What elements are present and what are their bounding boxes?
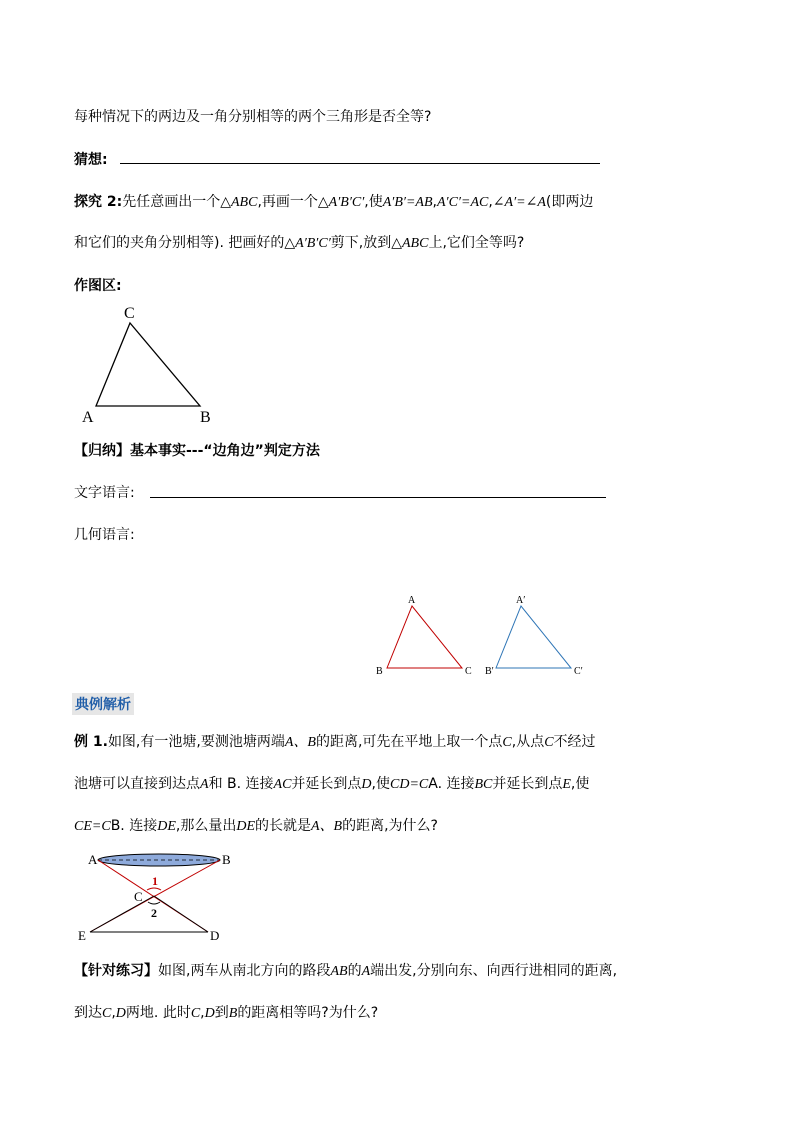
guess-label: 猜想: bbox=[74, 152, 108, 168]
summary-title: 【归纳】基本事实---“边角边”判定方法 bbox=[74, 443, 320, 459]
drawing-area-label: 作图区: bbox=[74, 278, 122, 294]
angle-2-label: 2 bbox=[151, 906, 157, 920]
blue-vertex-a: A′ bbox=[516, 595, 526, 606]
text-language-blank[interactable] bbox=[150, 497, 606, 498]
example1-line1: 例 1.如图,有一池塘,要测池塘两端A、B的距离,可先在平地上取一个点C,从点C不经过 bbox=[74, 734, 596, 750]
red-vertex-c: C bbox=[465, 666, 472, 677]
pond-vertex-d: D bbox=[210, 928, 220, 943]
practice-label: 【针对练习】 bbox=[74, 963, 158, 979]
line-c-to-d bbox=[154, 896, 208, 932]
text-language-label: 文字语言: bbox=[74, 485, 135, 501]
vertex-b-label: B bbox=[200, 409, 211, 426]
blue-vertex-c: C′ bbox=[574, 666, 583, 677]
vertex-c-label: C bbox=[124, 305, 135, 322]
pond-ellipse bbox=[98, 854, 220, 866]
explore2-line2: 和它们的夹角分别相等). 把画好的△A′B′C′剪下,放到△ABC上,它们全等吗? bbox=[74, 235, 525, 251]
example1-line2: 池塘可以直接到达点A和 B. 连接AC并延长到点D,使CD=CA. 连接BC并延长到点E,使 bbox=[74, 776, 590, 792]
angle-2-arc bbox=[148, 902, 160, 904]
example1-line3: CE=CB. 连接DE,那么量出DE的长就是A、B的距离,为什么? bbox=[74, 818, 438, 834]
congruent-triangles-figure bbox=[370, 590, 600, 680]
vertex-a-label: A bbox=[82, 409, 94, 426]
line-c-to-e bbox=[90, 896, 154, 932]
triangle-abc bbox=[96, 323, 200, 406]
angle-1-arc bbox=[147, 888, 161, 890]
practice-line2: 到达C,D两地. 此时C,D到B的距离相等吗?为什么? bbox=[74, 1005, 379, 1021]
blue-triangle bbox=[496, 606, 571, 668]
pond-vertex-c: C bbox=[134, 889, 143, 904]
triangle-abc-figure bbox=[74, 298, 224, 428]
guess-blank[interactable] bbox=[120, 163, 600, 164]
pond-vertex-e: E bbox=[78, 928, 86, 943]
explore2-line1: 探究 2:先任意画出一个△ABC,再画一个△A′B′C′,使A′B′=AB,A′C′=AC,∠A′=∠A(即两边 bbox=[74, 194, 594, 210]
red-vertex-b: B bbox=[376, 666, 383, 677]
practice-line1: 【针对练习】如图,两车从南北方向的路段AB的A端出发,分别向东、向西行进相同的距离, bbox=[74, 963, 618, 979]
explore2-label: 探究 2: bbox=[74, 194, 123, 210]
red-vertex-a: A bbox=[408, 595, 416, 606]
example1-label: 例 1. bbox=[74, 734, 108, 750]
pond-figure bbox=[74, 846, 244, 946]
geo-language-label: 几何语言: bbox=[74, 527, 135, 543]
pond-vertex-b: B bbox=[222, 852, 231, 867]
pond-vertex-a: A bbox=[88, 852, 98, 867]
examples-badge: 典例解析 bbox=[72, 693, 134, 715]
red-triangle bbox=[387, 606, 462, 668]
blue-vertex-b: B′ bbox=[485, 666, 494, 677]
intro-question: 每种情况下的两边及一角分别相等的两个三角形是否全等? bbox=[74, 109, 432, 125]
angle-1-label: 1 bbox=[152, 874, 158, 888]
